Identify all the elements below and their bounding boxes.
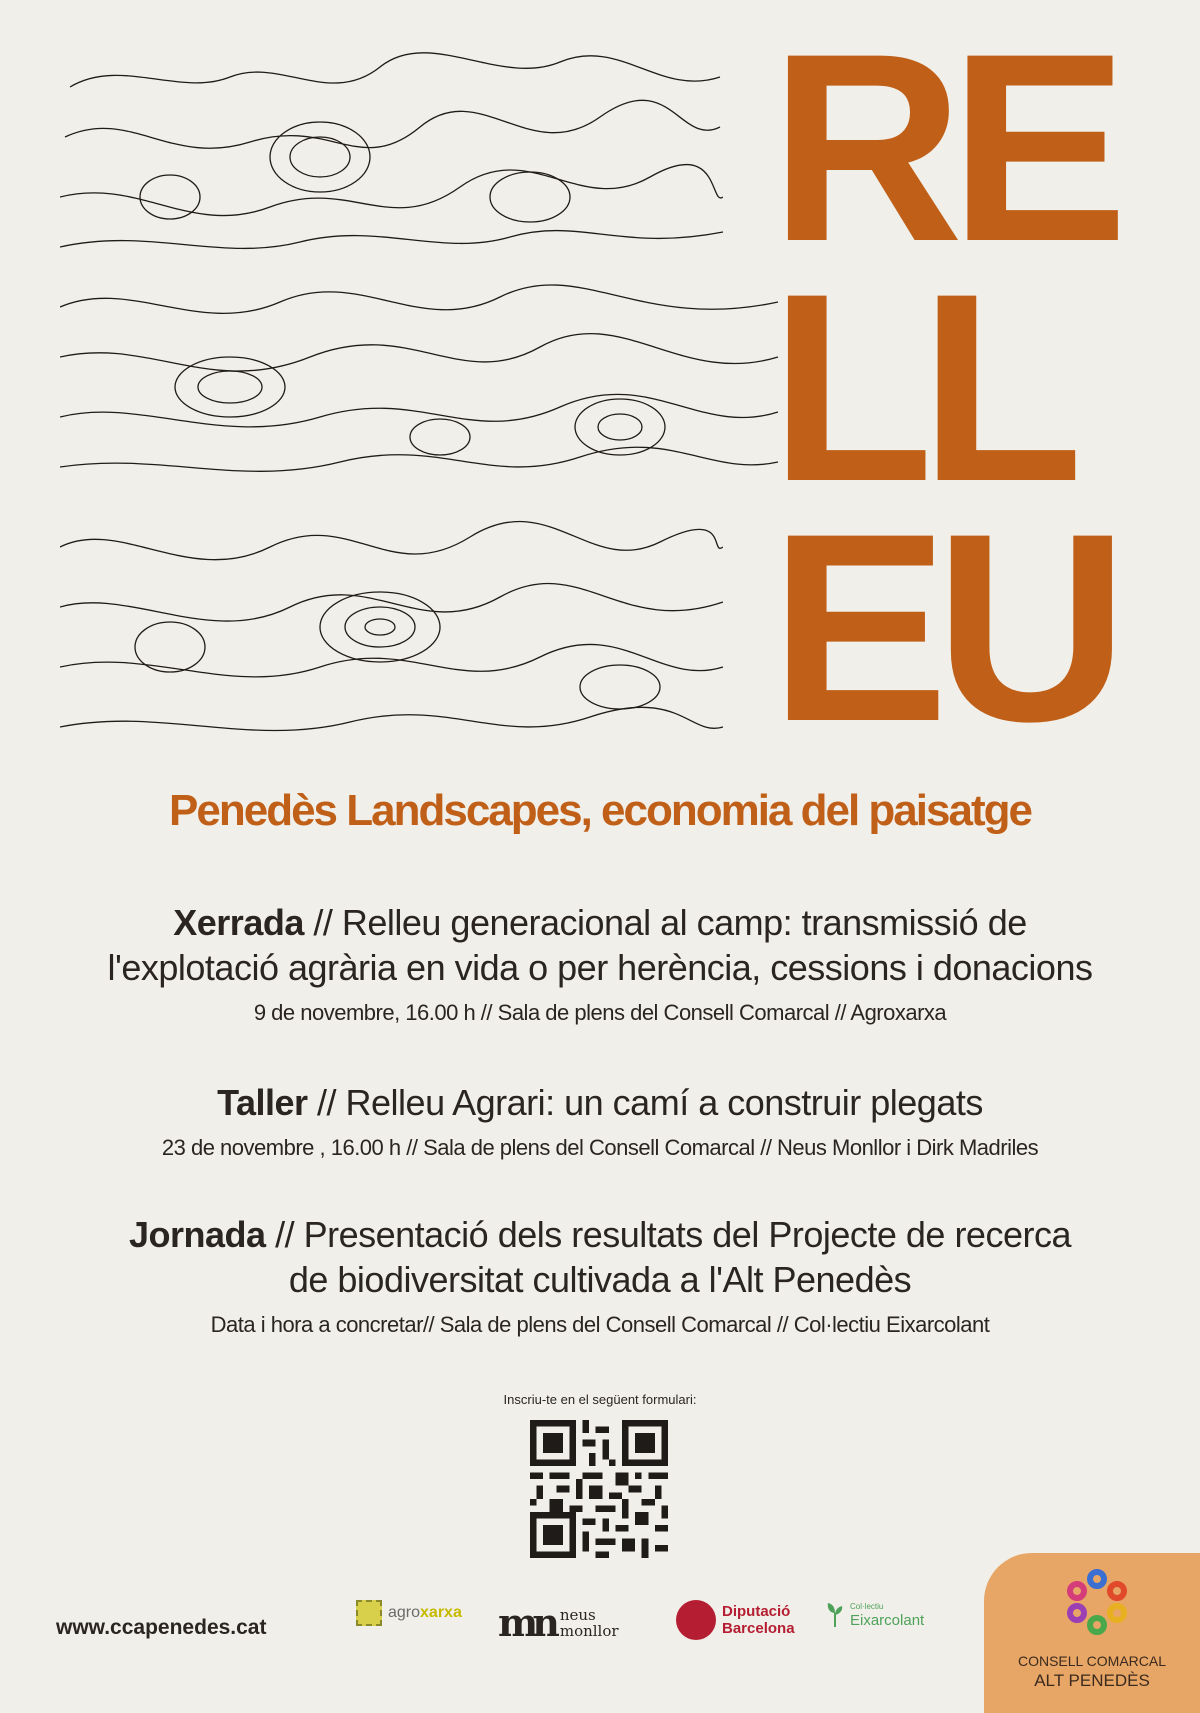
event-meta: 9 de novembre, 16.00 h // Sala de plens del Consell Comarcal // Agroxarxa	[253, 1000, 947, 1025]
diputacio-barcelona-logo	[676, 1600, 795, 1640]
event-heading	[0, 900, 1200, 990]
event-title-line-1: Presentació dels resultats del Projecte de recerca	[303, 1214, 1071, 1255]
event-heading	[0, 1212, 1200, 1302]
diputacio-seal-icon	[676, 1600, 716, 1640]
event-title-line-1: Relleu generacional al camp: transmissió de	[341, 902, 1027, 943]
event-kind: Xerrada	[173, 902, 304, 943]
event-xerrada	[0, 900, 1200, 1026]
neus-monllor-wordmark: neus monllor	[559, 1605, 619, 1640]
eixarcolant-logo	[826, 1600, 924, 1628]
event-kind: Jornada	[129, 1214, 266, 1255]
sprout-icon	[826, 1601, 844, 1627]
diputacio-wordmark: Diputació Barcelona	[722, 1603, 795, 1637]
agroxarxa-logo	[356, 1600, 462, 1626]
event-separator: //	[307, 1082, 346, 1123]
neus-monllor-logo	[498, 1600, 619, 1645]
event-separator: //	[303, 902, 342, 943]
event-heading	[0, 1080, 1200, 1125]
event-jornada	[0, 1212, 1200, 1338]
agroxarxa-mark-icon	[356, 1600, 382, 1626]
monogram-icon: mn	[498, 1600, 554, 1645]
event-title-line-1: Relleu Agrari: un camí a construir plegats	[345, 1082, 983, 1123]
website-link[interactable]: www.ccapenedes.cat	[56, 1616, 267, 1639]
event-title-line-2: de biodiversitat cultivada a l'Alt Penedès	[288, 1259, 912, 1300]
topographic-map-graphic	[60, 47, 780, 765]
contour-lines	[60, 47, 780, 765]
title-line-2: LL	[770, 237, 1070, 537]
title-line-3: EU	[770, 477, 1115, 777]
qr-code-icon[interactable]	[530, 1420, 668, 1558]
event-meta: 23 de novembre , 16.00 h // Sala de plens del Consell Comarcal // Neus Monllor i Dirk Madriles	[161, 1135, 1039, 1160]
eixarcolant-wordmark: Col·lectiu Eixarcolant	[850, 1602, 925, 1629]
council-name-line-1: CONSELL COMARCAL	[1017, 1653, 1167, 1669]
poster-title	[770, 0, 1170, 777]
council-name-line-2: ALT PENEDÈS	[1034, 1671, 1150, 1690]
event-kind: Taller	[217, 1082, 308, 1123]
people-circle-icon	[1062, 1567, 1132, 1637]
event-separator: //	[265, 1214, 304, 1255]
registration-text: Inscriu-te en el següent formulari:	[503, 1392, 697, 1407]
agroxarxa-wordmark: agroxarxa	[388, 1604, 462, 1621]
event-meta: Data i hora a concretar// Sala de plens del Consell Comarcal // Col·lectiu Eixarcolant	[210, 1312, 990, 1337]
event-taller	[0, 1080, 1200, 1161]
event-title-line-2: l'explotació agrària en vida o per herència, cessions i donacions	[107, 947, 1093, 988]
title-line-1: RE	[770, 0, 1115, 297]
subtitle: Penedès Landscapes, economia del paisatge	[169, 786, 1031, 835]
